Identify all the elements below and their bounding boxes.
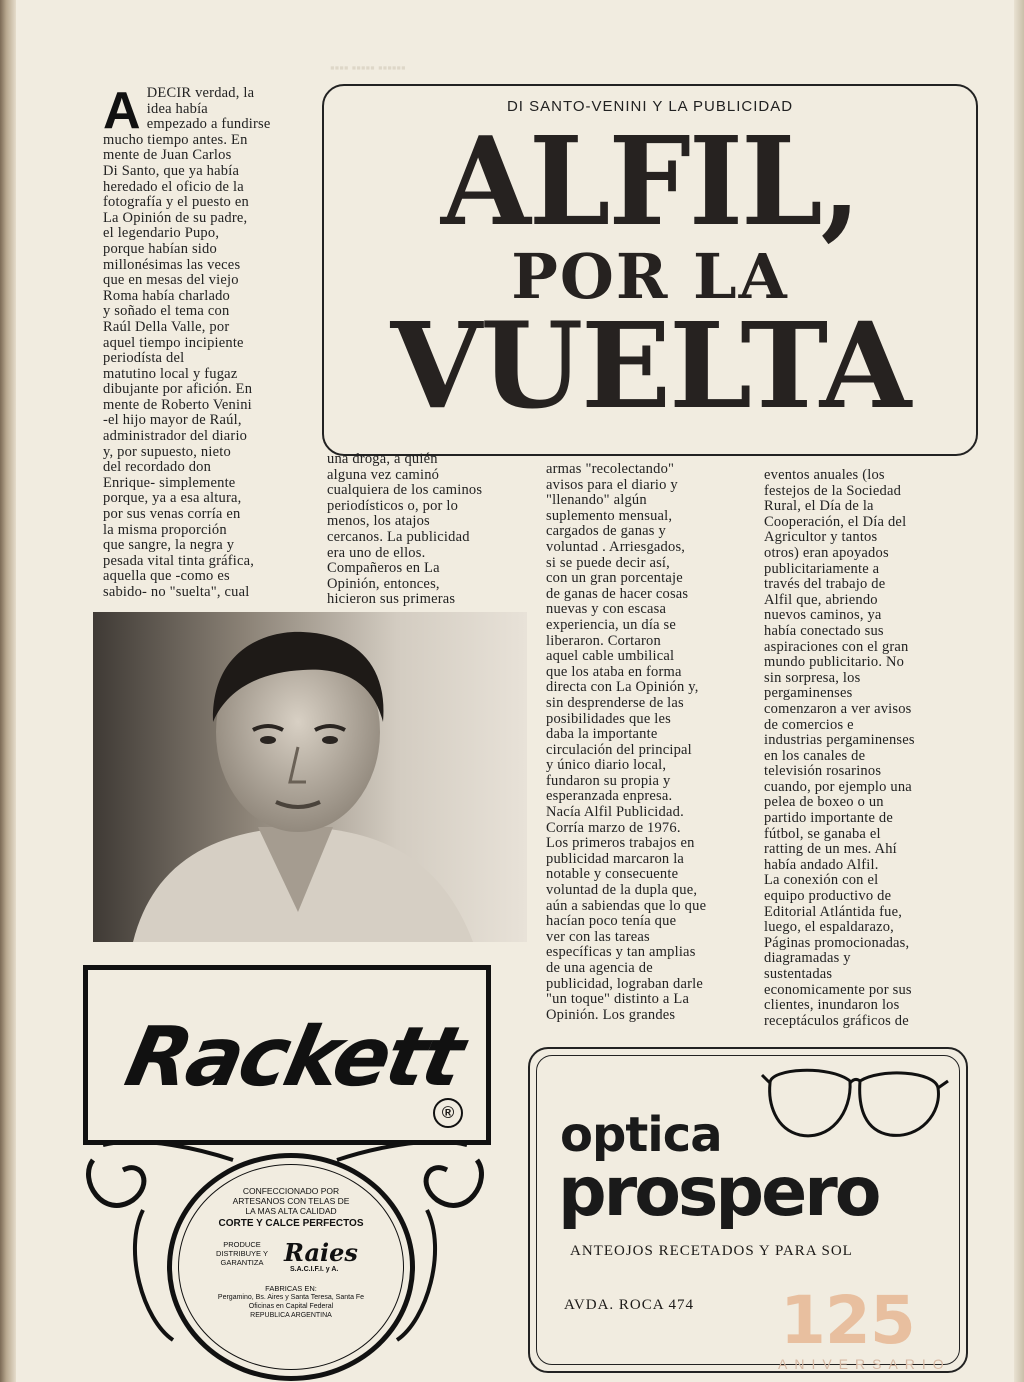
headline-kicker: DI SANTO-VENINI Y LA PUBLICIDAD xyxy=(506,98,794,115)
headline-line-3: VUELTA xyxy=(390,296,910,435)
optica-tagline: ANTEOJOS RECETADOS Y PARA SOL xyxy=(570,1243,853,1259)
rackett-logo: Rackett xyxy=(117,1010,470,1105)
rackett-line-1: CONFECCIONADO POR xyxy=(242,1186,340,1196)
optica-name-line-2: prospero xyxy=(558,1153,879,1232)
optica-address: AVDA. ROCA 474 xyxy=(564,1297,694,1313)
rackett-fabricas: FABRICAS EN: xyxy=(265,1284,317,1293)
drop-cap: A xyxy=(103,82,141,140)
rackett-advertisement xyxy=(83,965,487,1379)
anniversary-number: 125 xyxy=(780,1282,915,1359)
headline-line-2: POR LA xyxy=(511,240,789,313)
article-column-1-text: DECIR verdad, la idea había empezado a fundirse mucho tiempo antes. En mente de Juan Carlos Di Santo, que ya había heredado el oficio de la fotografía y el puesto en La Opinión de su padre, el legendario Pupo, porque habían sido millonésimas las veces que en mesas del viejo Roma había charlado y soñado el tema con Raúl Della Valle, por aquel tiempo incipiente periodísta del matutino local y fugaz dibujante por afición. En mente de Roberto Venini -el hijo mayor de Raúl, administrador del diario y, por supuesto, nieto del recordado don Enrique- simplemente porque, ya a esa altura, por sus venas corría en la misma proporción que sangre, la negra y pesada vital tinta gráfica, aquella que -como es sabido- no "suelta", cual xyxy=(103,85,271,600)
rackett-line-4: CORTE Y CALCE PERFECTOS xyxy=(218,1218,364,1229)
raies-logo: Raies xyxy=(284,1238,358,1267)
rackett-line-3: LA MAS ALTA CALIDAD xyxy=(245,1206,337,1216)
page-edge xyxy=(1014,0,1024,1382)
rackett-produce: PRODUCE DISTRIBUYE Y GARANTIZA xyxy=(216,1240,268,1267)
article-column-3: armas "recolectando" avisos para el diario y "llenando" algún suplemento mensual, cargados de ganas y voluntad . Arriesgados, si se puede decir así, con un gran porcentaje de ganas de hacer cosas nuevas y con escasa experiencia, un día se liberaron. Cortaron aquel cable umbilical que los ataba en forma directa con La Opinión y, sin desprenderse de las posibilidades que les daba la importante circulación del principal y único diario local, fundaron su propia y esperanzada enpresa. Nacía Alfil Publicidad. Corría marzo de 1976. Los primeros trabajos en publicidad marcaron la notable y consecuente voluntad de la dupla que, aún a sabiendas que lo que hacían poco tenía que ver con las tareas específicas y tan amplias de una agencia de publicidad, lograban darle "un toque" distinto a La Opinión. Los grandes xyxy=(546,461,707,1023)
bleed-through-text: ▪▪▪▪ ▪▪▪▪▪ ▪▪▪▪▪▪ xyxy=(330,60,406,75)
page-binding xyxy=(0,0,16,1382)
article-column-1 xyxy=(103,82,318,601)
headline-line-1: ALFIL, xyxy=(440,110,860,254)
article-column-2: una droga, a quién alguna vez caminó cualquiera de los caminos periodísticos o, por lo menos, los atajos cercanos. La publicidad era uno de ellos. Compañeros en La Opinión, entonces, hicieron sus primeras xyxy=(327,451,483,608)
registered-mark: ® xyxy=(433,1098,463,1128)
rackett-offices: Oficinas en Capital Federal xyxy=(248,1303,334,1310)
optica-name-line-1: optica xyxy=(560,1107,722,1163)
rackett-cities: Pergamino, Bs. Aires y Santa Teresa, Santa Fe xyxy=(217,1294,365,1301)
eyeglasses-icon xyxy=(760,1063,950,1153)
portrait-photo xyxy=(93,612,527,942)
rackett-country: REPUBLICA ARGENTINA xyxy=(250,1312,332,1319)
raies-subtitle: S.A.C.I.F.I. y A. xyxy=(290,1266,339,1273)
article-column-4: eventos anuales (los festejos de la Sociedad Rural, el Día de la Cooperación, el Día del Agricultor y tantos otros) eran apoyados publicitariamente a través del trabajo de Alfil que, abriendo nuevos caminos, ya había conectado sus aspiraciones con el gran mundo publicitario. No sin sorpresa, los pergaminenses comenzaron a ver avisos de comercios e industrias pergaminenses en los canales de televisión rosarinos cuando, por ejemplo una pelea de boxeo o un partido importante de fútbol, se ganaba el ratting de un mes. Ahí había andado Alfil. La conexión con el equipo productivo de Editorial Atlántida fue, luego, el espaldarazo, Páginas promocionadas, diagramadas y sustentadas economicamente por sus clientes, inundaron los receptáculos gráficos de xyxy=(764,467,915,1029)
rackett-logo-box xyxy=(83,965,491,1145)
anniversary-label: ANIVERSARIO xyxy=(778,1356,951,1372)
rackett-line-2: ARTESANOS CON TELAS DE xyxy=(232,1196,350,1206)
portrait-illustration xyxy=(93,612,527,942)
headline-box xyxy=(322,84,978,456)
rackett-oval-label xyxy=(167,1153,415,1381)
